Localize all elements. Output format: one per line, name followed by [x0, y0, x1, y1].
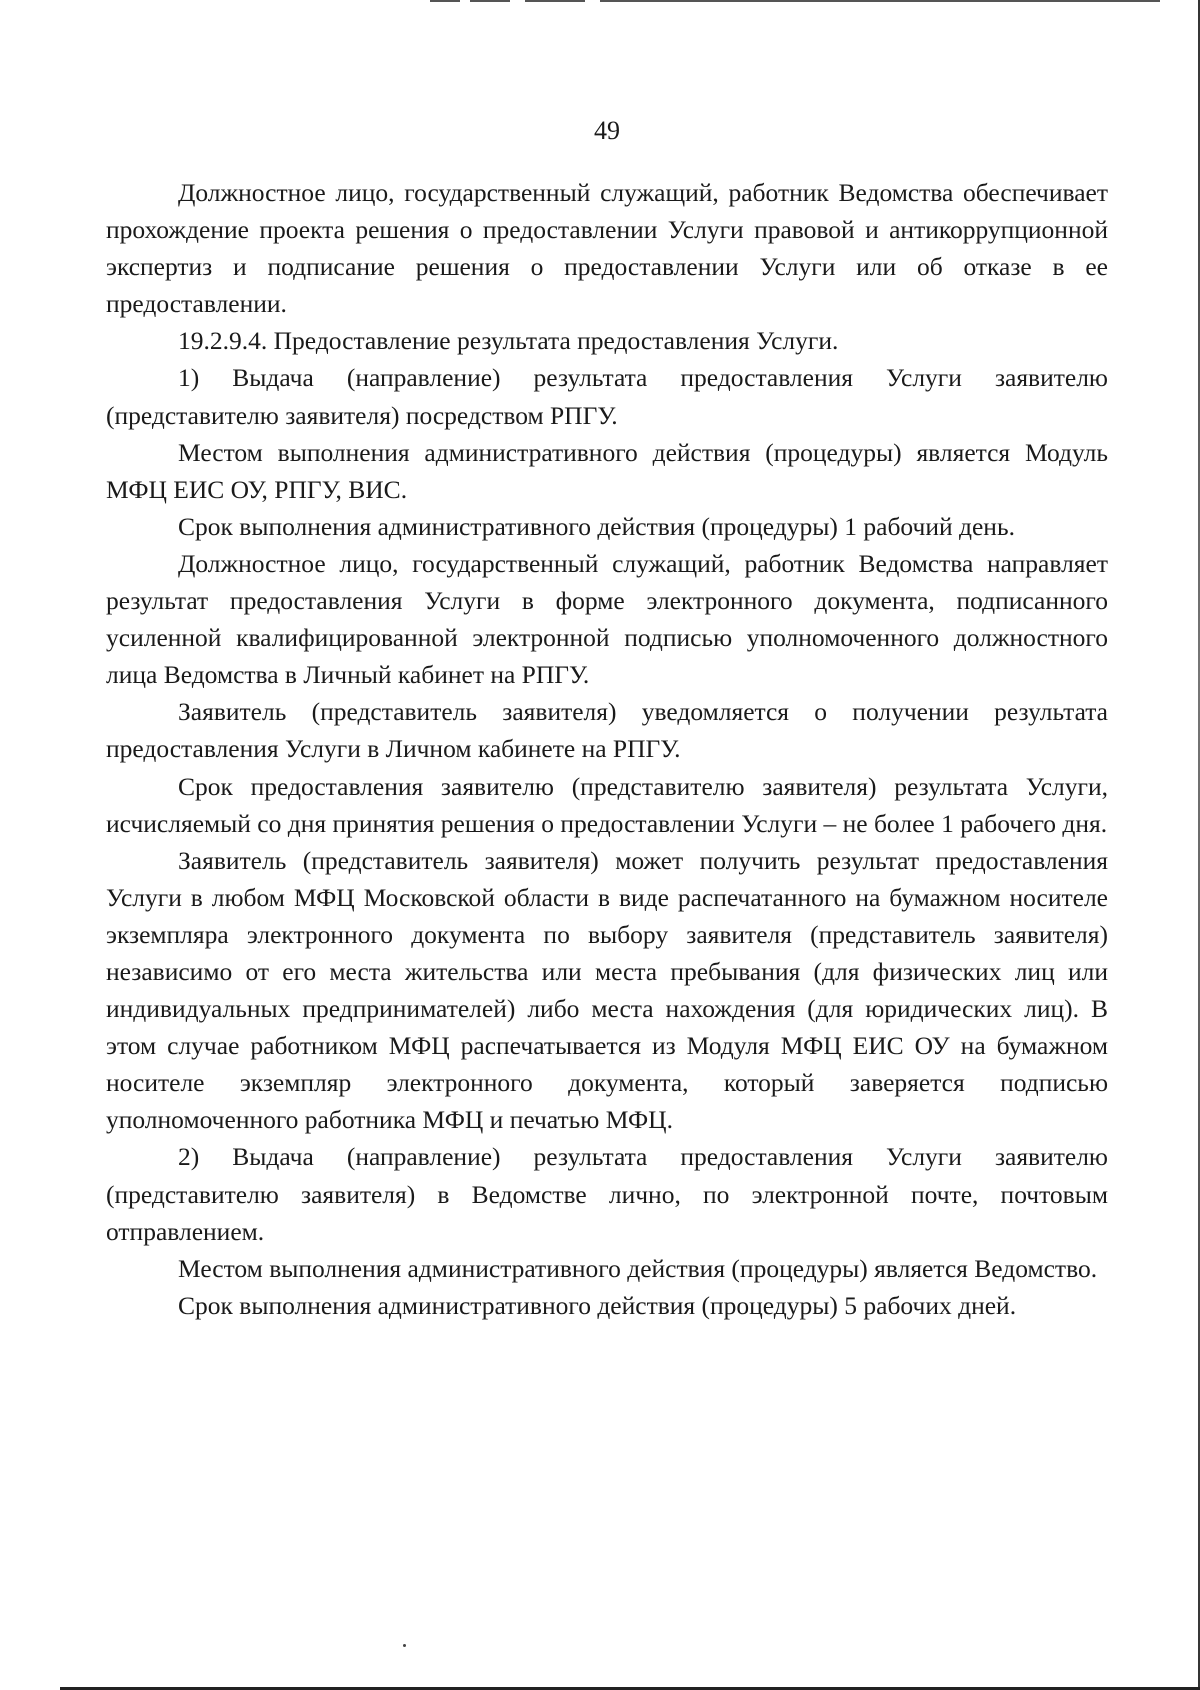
- paragraph: Местом выполнения административного действия (процедуры) является Модуль МФЦ ЕИС ОУ, РПГУ, ВИС.: [106, 437, 1108, 504]
- paragraph: Заявитель (представитель заявителя) может получить результат предоставления Услуги в любом МФЦ Московской области в виде распечатанного на бумажном носителе экземпляра электронного документа по выбору заявителя (представитель заявителя) независимо от его места жительства или места пребывания (для физических лиц или индивидуальных предпринимателей) либо места нахождения (для юридических лиц). В этом случае работником МФЦ распечатывается из Модуля МФЦ ЕИС ОУ на бумажном носителе экземпляр электронного документа, который заверяется подписью уполномоченного работника МФЦ и печатью МФЦ.: [106, 845, 1108, 1135]
- paragraph: Заявитель (представитель заявителя) уведомляется о получении результата предоставления Услуги в Личном кабинете на РПГУ.: [106, 697, 1108, 764]
- paragraph: Должностное лицо, государственный служащий, работник Ведомства обеспечивает прохождение проекта решения о предоставлении Услуги правовой и антикоррупционной экспертиз и подписание решения о предоставлении Услуги или об отказе в ее предоставлении.: [106, 178, 1108, 319]
- page-number: 49: [594, 116, 620, 145]
- scan-artifact: [470, 0, 510, 2]
- paragraph: 19.2.9.4. Предоставление результата предоставления Услуги.: [178, 326, 839, 356]
- paragraph: Должностное лицо, государственный служащий, работник Ведомства направляет результат предоставления Услуги в форме электронного документа, подписанного усиленной квалифицированной электронной подписью уполномоченного должностного лица Ведомства в Личный кабинет на РПГУ.: [106, 548, 1108, 690]
- paragraph: Местом выполнения административного действия (процедуры) является Ведомство.: [178, 1253, 1098, 1283]
- paragraph: Срок предоставления заявителю (представителю заявителя) результата Услуги, исчисляемый со дня принятия решения о предоставлении Услуги – не более 1 рабочего дня.: [106, 771, 1108, 838]
- paragraph: 2) Выдача (направление) результата предоставления Услуги заявителю (представителю заявителя) в Ведомстве лично, по электронной почте, почтовым отправлением.: [106, 1142, 1108, 1246]
- paragraph: Срок выполнения административного действия (процедуры) 5 рабочих дней.: [178, 1290, 1017, 1320]
- scan-artifact: [600, 0, 1160, 2]
- paragraph: Срок выполнения административного действия (процедуры) 1 рабочий день.: [178, 511, 1015, 541]
- paragraph: 1) Выдача (направление) результата предоставления Услуги заявителю (представителю заявителя) посредством РПГУ.: [106, 363, 1108, 430]
- scan-artifact: [525, 0, 585, 2]
- document-body: [106, 174, 1108, 1324]
- scan-artifact: [403, 1644, 406, 1647]
- scan-artifact: [430, 0, 460, 2]
